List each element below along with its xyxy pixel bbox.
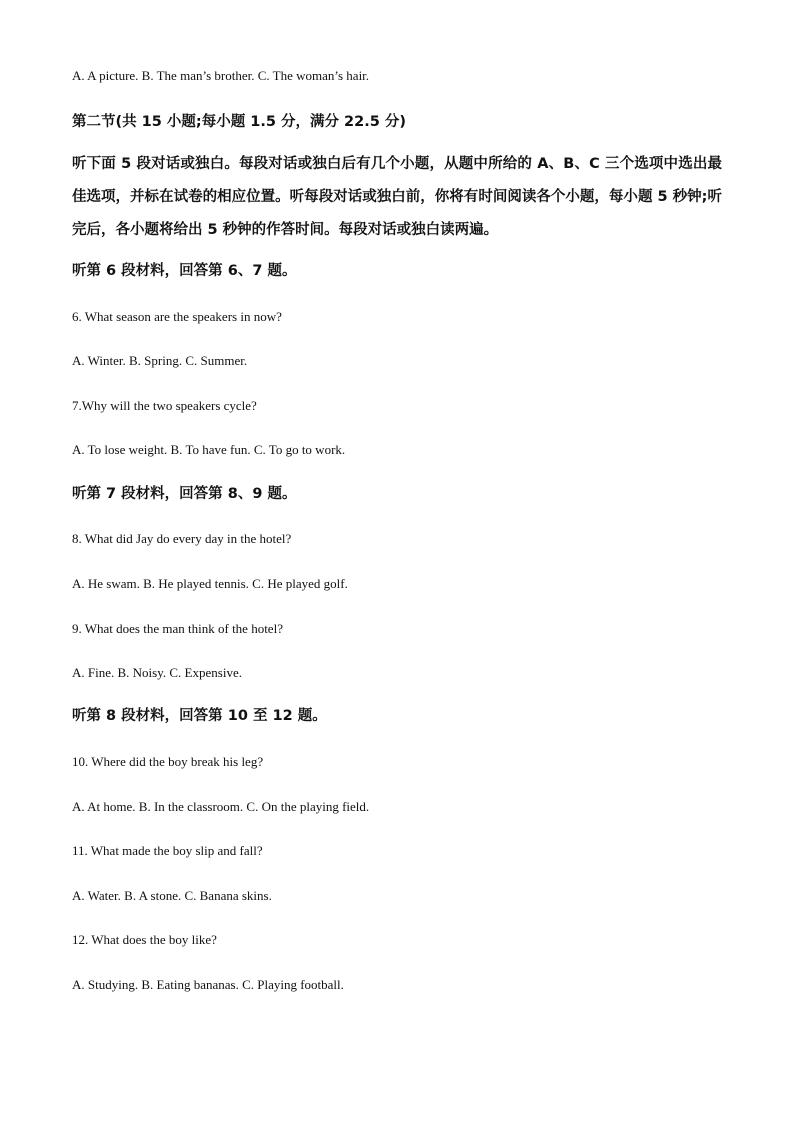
options-12: A. Studying. B. Eating bananas. C. Playing football. [72, 977, 344, 992]
options-7: A. To lose weight. B. To have fun. C. To go to work. [72, 442, 346, 457]
options-6: A. Winter. B. Spring. C. Summer. [72, 353, 248, 368]
options-11: A. Water. B. A stone. C. Banana skins. [72, 888, 272, 903]
section-title: 第二节(共 15 小题;每小题 1.5 分，满分 22.5 分) [72, 114, 406, 130]
question-10: 10. Where did the boy break his leg? [72, 754, 264, 769]
material-7-heading: 听第 7 段材料，回答第 8、9 题。 [72, 486, 297, 502]
section-instructions: 听下面 5 段对话或独白。每段对话或独白后有几个小题，从题中所给的 A、B、C 三个选项中选出最佳选项，并标在试卷的相应位置。听每段对话或独白前，你将有时间阅读各个小题，每小题 5 秒钟;听完后，各小题将给出 5 秒钟的作答时间。每段对话或独白读两遍。 [72, 156, 722, 238]
material-6-heading: 听第 6 段材料，回答第 6、7 题。 [72, 263, 297, 279]
material-8-heading: 听第 8 段材料，回答第 10 至 12 题。 [72, 708, 327, 724]
options-8: A. He swam. B. He played tennis. C. He played golf. [72, 576, 348, 591]
question-11: 11. What made the boy slip and fall? [72, 843, 263, 858]
question-7: 7.Why will the two speakers cycle? [72, 398, 257, 413]
question-12: 12. What does the boy like? [72, 932, 217, 947]
options-10: A. At home. B. In the classroom. C. On the playing field. [72, 799, 370, 814]
options-9: A. Fine. B. Noisy. C. Expensive. [72, 665, 242, 680]
question-8: 8. What did Jay do every day in the hotel? [72, 531, 292, 546]
question-6: 6. What season are the speakers in now? [72, 309, 282, 324]
answer-options-prev: A. A picture. B. The man’s brother. C. The woman’s hair. [72, 68, 370, 83]
question-9: 9. What does the man think of the hotel? [72, 621, 283, 636]
